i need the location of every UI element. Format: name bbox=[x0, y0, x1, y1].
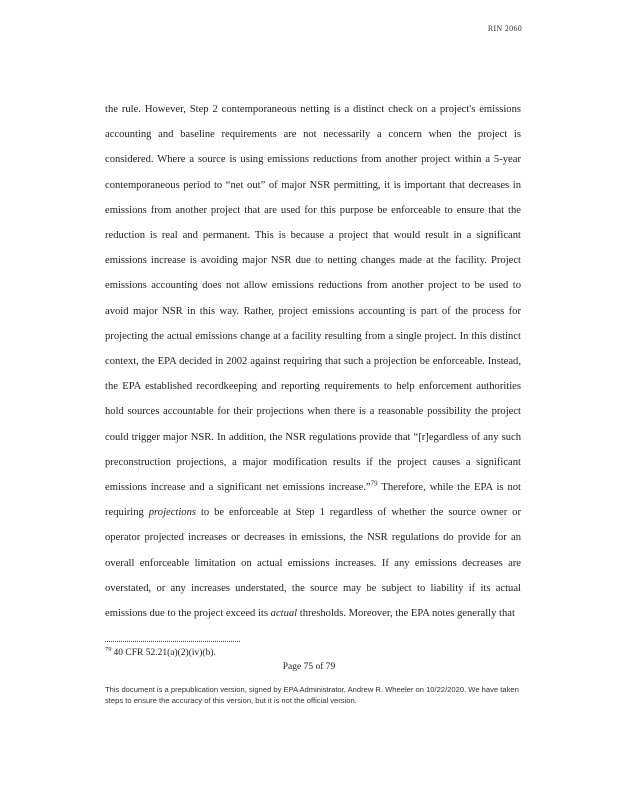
body-italic-actual: actual bbox=[270, 608, 298, 620]
body-paragraph bbox=[105, 97, 521, 626]
body-text bbox=[105, 97, 521, 626]
body-segment-3: to be enforceable at Step 1 regardless of whether the source owner or operator projected increases or decreases in emissions, the NSR regulations do provide for an overall enforceable limitation on actual emissions increases. If any emissions decreases are overstated, or any increases understated, the source may be subject to liability if its actual emissions due to the project exceed its bbox=[105, 507, 522, 620]
body-segment-1: the rule. However, Step 2 contemporaneous netting is a distinct check on a project's emissions accounting and baseline requirements are not necessarily a concern when the project is considered. Where a source is using emissions reductions from another project within a 5-year contemporaneous period to “net out” of major NSR permitting, it is important that decreases in emissions from another project that are used for this purpose be enforceable to ensure that the reduction is real and permanent. This is because a project that would result in a significant emissions increase is avoiding major NSR due to netting changes made at the facility. Project emissions accounting does not allow emissions reductions from another project to be used to avoid major NSR in this way. Rather, project emissions accounting is part of the process for projecting the actual emissions change at a facility resulting from a single project. In this distinct context, the EPA decided in 2002 against requiring that such a projection be enforceable. Instead, the EPA established recordkeeping and reporting requirements to help enforcement authorities hold sources accountable for their projections when there is a reasonable possibility the project could trigger major NSR. In addition, the NSR regulations provide that “[r]egardless of any such preconstruction projections, a major modification results if the project causes a significant emissions increase and a significant net emissions increase.” bbox=[105, 104, 521, 494]
footnote bbox=[105, 645, 216, 658]
disclaimer-text: This document is a prepublication version, signed by EPA Administrator, Andrew R. Wheeler on 10/22/2020. We have taken steps to ensure the accuracy of this version, but it is not the official version. bbox=[105, 685, 519, 705]
footnote-text: 40 CFR 52.21(a)(2)(iv)(b). bbox=[113, 648, 216, 658]
body-italic-projections: projections bbox=[148, 507, 197, 519]
page-number: Page 75 of 79 bbox=[282, 662, 336, 672]
footnote-mark: 79 bbox=[105, 645, 112, 653]
body-segment-2: Therefore, while the EPA is not requiring bbox=[105, 482, 521, 519]
header-code: RIN 2060 bbox=[487, 24, 522, 33]
footnote-divider bbox=[105, 641, 240, 642]
footnote-reference: 79 bbox=[370, 479, 378, 488]
body-segment-4: thresholds. Moreover, the EPA notes generally that bbox=[297, 608, 515, 620]
